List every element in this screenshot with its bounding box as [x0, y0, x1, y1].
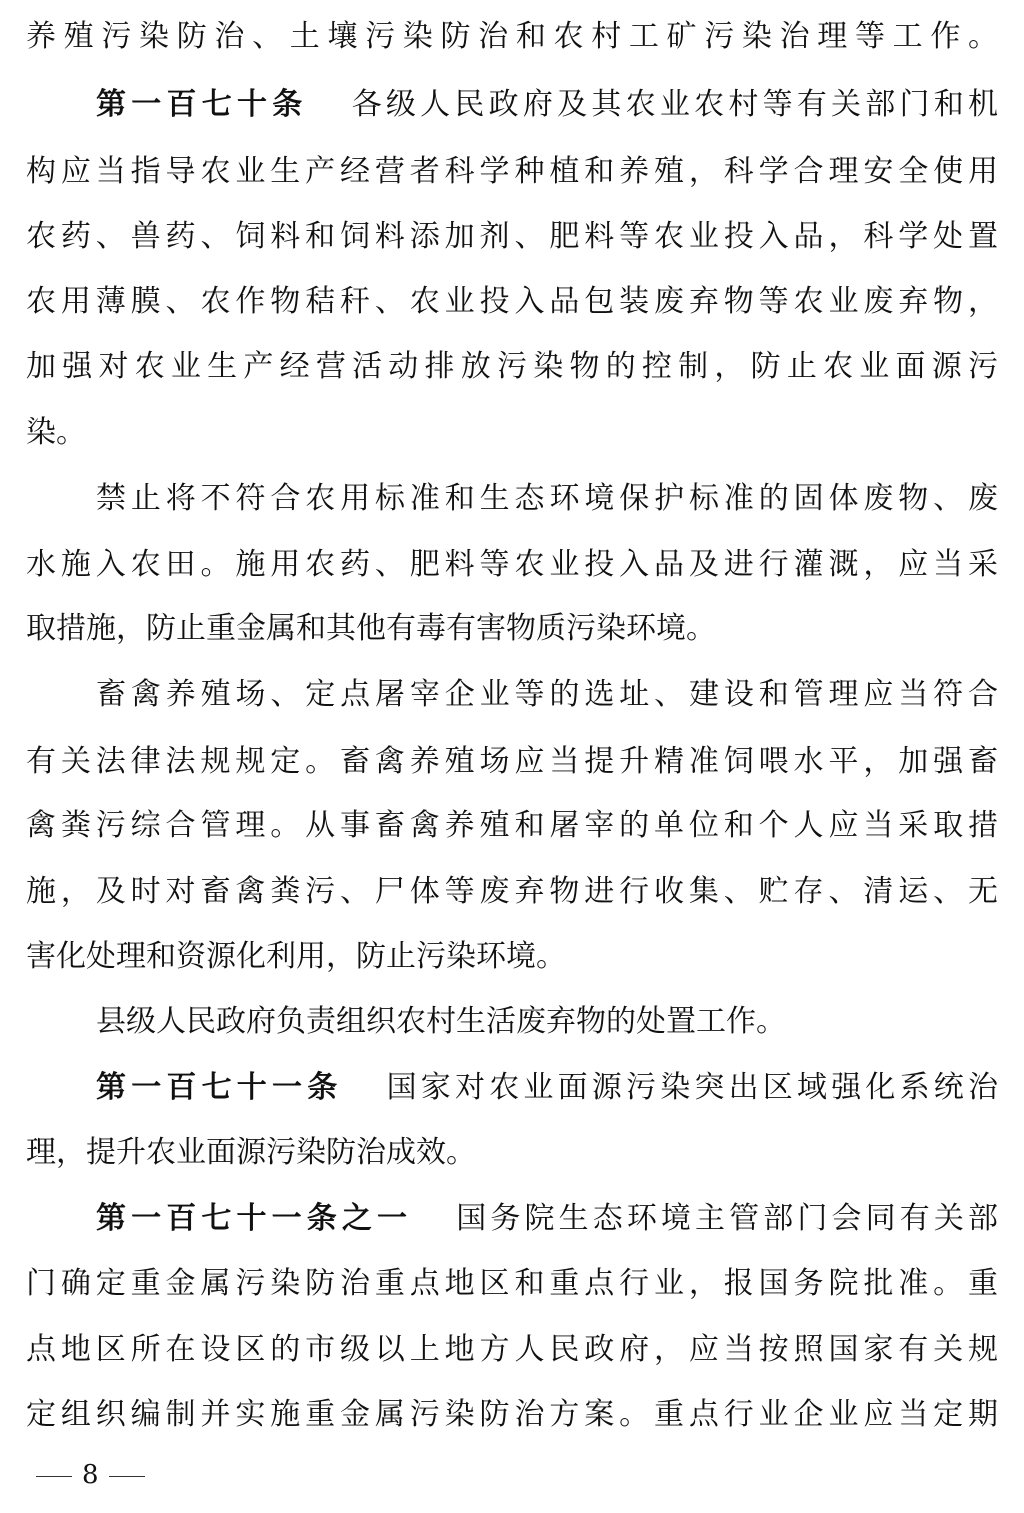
text-line-12: 有关法律法规规定。畜禽养殖场应当提升精准饲喂水平，加强畜: [26, 744, 998, 779]
text-line-15: 害化处理和资源化利用，防止污染环境。: [26, 939, 566, 974]
text-line-5: 农用薄膜、农作物秸秆、农业投入品包装废弃物等农业废弃物，: [26, 284, 998, 319]
article-170-text: 各级人民政府及其农业农村等有关部门和机: [347, 87, 998, 122]
article-171-heading: 第一百七十一条: [96, 1070, 343, 1105]
footer-right-dash: [109, 1476, 145, 1477]
text-line-9: 水施入农田。施用农药、肥料等农业投入品及进行灌溉，应当采: [26, 547, 998, 582]
text-line-22: 定组织编制并实施重金属污染防治方案。重点行业企业应当定期: [26, 1397, 998, 1432]
text-line-3: 构应当指导农业生产经营者科学种植和养殖，科学合理安全使用: [26, 154, 998, 189]
text-line-7: 染。: [26, 415, 86, 450]
article-171-text: 国家对农业面源污染突出区域强化系统治: [382, 1070, 998, 1105]
text-line-8: 禁止将不符合农用标准和生态环境保护标准的固体废物、废: [96, 481, 998, 516]
text-line-11: 畜禽养殖场、定点屠宰企业等的选址、建设和管理应当符合: [96, 677, 998, 712]
text-line-16: 县级人民政府负责组织农村生活废弃物的处置工作。: [96, 1004, 786, 1039]
article-171-1-line: [96, 1194, 998, 1244]
article-170-heading: 第一百七十条: [96, 87, 308, 122]
page-footer: [26, 1455, 155, 1495]
page-number: 8: [82, 1460, 99, 1490]
text-line-1: 养殖污染防治、土壤污染防治和农村工矿污染治理等工作。: [26, 19, 998, 54]
article-171-line: [96, 1063, 998, 1113]
text-line-6: 加强对农业生产经营活动排放污染物的控制，防止农业面源污: [26, 349, 998, 384]
text-line-21: 点地区所在设区的市级以上地方人民政府，应当按照国家有关规: [26, 1332, 998, 1367]
footer-left-dash: [36, 1476, 72, 1477]
article-170-line: [96, 80, 998, 130]
article-171-1-text: 国务院生态环境主管部门会同有关部: [452, 1201, 998, 1236]
text-line-20: 门确定重金属污染防治重点地区和重点行业，报国务院批准。重: [26, 1266, 998, 1301]
text-line-18: 理，提升农业面源污染防治成效。: [26, 1135, 476, 1170]
text-line-13: 禽粪污综合管理。从事畜禽养殖和屠宰的单位和个人应当采取措: [26, 808, 998, 843]
text-line-10: 取措施，防止重金属和其他有毒有害物质污染环境。: [26, 611, 716, 646]
text-line-4: 农药、兽药、饲料和饲料添加剂、肥料等农业投入品，科学处置: [26, 219, 998, 254]
text-line-14: 施，及时对畜禽粪污、尸体等废弃物进行收集、贮存、清运、无: [26, 874, 998, 909]
article-171-1-heading: 第一百七十一条之一: [96, 1201, 413, 1236]
